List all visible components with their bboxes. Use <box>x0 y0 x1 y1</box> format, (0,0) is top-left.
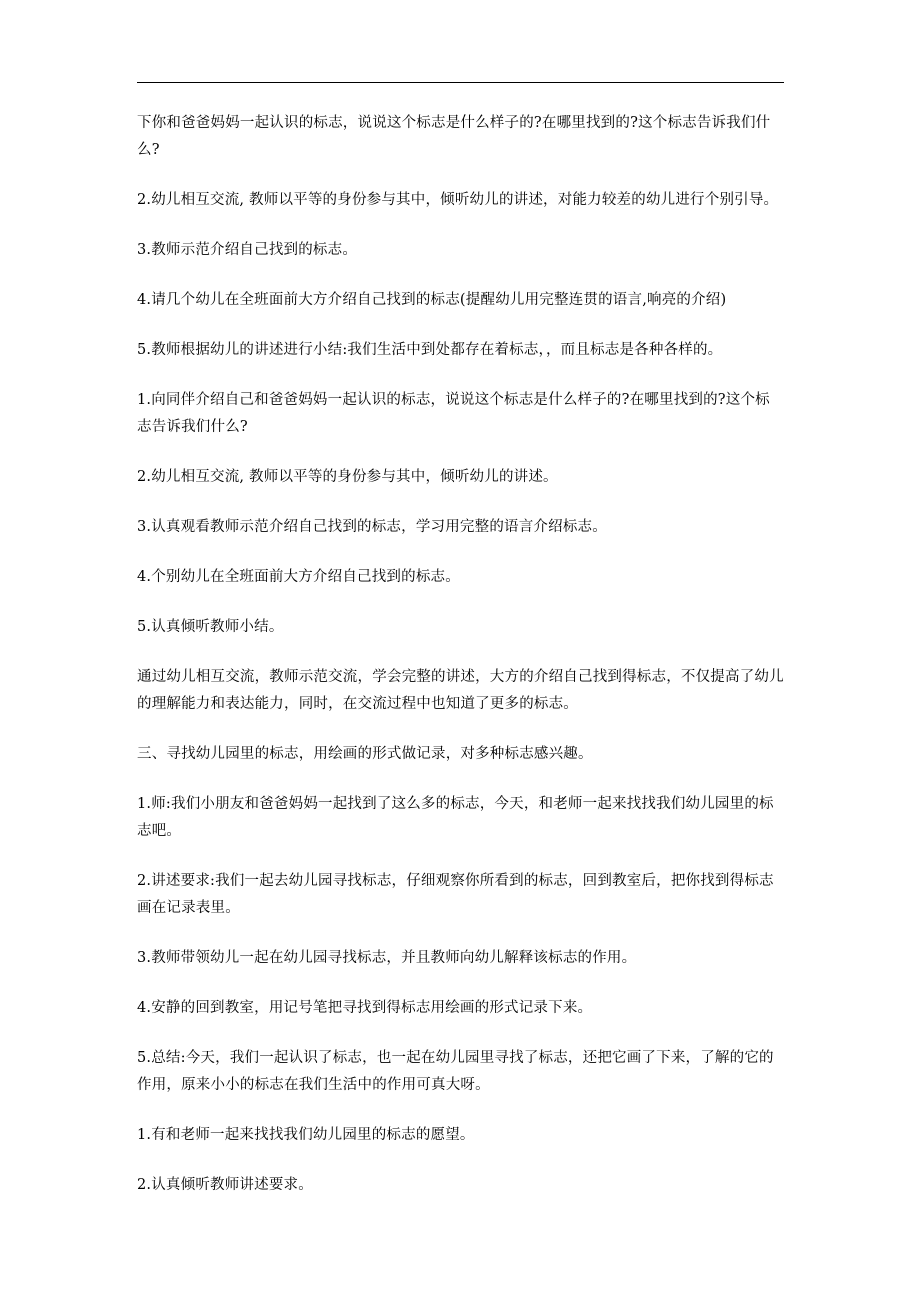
document-body <box>137 110 784 1199</box>
paragraph: 1.师:我们小朋友和爸爸妈妈一起找到了这么多的标志，今天，和老师一起来找找我们幼儿园里的标志吧。 <box>137 796 774 839</box>
paragraph: 5.认真倾听教师小结。 <box>137 619 284 635</box>
paragraph: 通过幼儿相互交流，教师示范交流，学会完整的讲述，大方的介绍自己找到得标志，不仅提高了幼儿的理解能力和表达能力，同时，在交流过程中也知道了更多的标志。 <box>137 669 784 712</box>
paragraph: 3.教师示范介绍自己找到的标志。 <box>137 242 358 258</box>
paragraph: 4.个别幼儿在全班面前大方介绍自己找到的标志。 <box>137 569 460 585</box>
paragraph: 1.有和老师一起来找找我们幼儿园里的标志的愿望。 <box>137 1127 475 1143</box>
paragraph: 2.幼儿相互交流, 教师以平等的身份参与其中，倾听幼儿的讲述，对能力较差的幼儿进行个别引导。 <box>137 192 779 208</box>
paragraph: 4.安静的回到教室，用记号笔把寻找到得标志用绘画的形式记录下来。 <box>137 1000 593 1016</box>
paragraph: 2.讲述要求:我们一起去幼儿园寻找标志，仔细观察你所看到的标志，回到教室后，把你找到得标志画在记录表里。 <box>137 873 774 916</box>
paragraph: 下你和爸爸妈妈一起认识的标志，说说这个标志是什么样子的?在哪里找到的?这个标志告诉我们什么? <box>137 115 771 158</box>
paragraph: 3.教师带领幼儿一起在幼儿园寻找标志，并且教师向幼儿解释该标志的作用。 <box>137 950 637 966</box>
paragraph: 5.教师根据幼儿的讲述进行小结:我们生活中到处都存在着标志，，而且标志是各种各样的。 <box>137 342 723 358</box>
paragraph: 1.向同伴介绍自己和爸爸妈妈一起认识的标志，说说这个标志是什么样子的?在哪里找到的?这个标志告诉我们什么? <box>137 392 770 435</box>
paragraph: 4.请几个幼儿在全班面前大方介绍自己找到的标志(提醒幼儿用完整连贯的语言,响亮的介绍) <box>137 292 727 308</box>
section-heading: 三、寻找幼儿园里的标志，用绘画的形式做记录，对多种标志感兴趣。 <box>137 746 593 762</box>
paragraph: 3.认真观看教师示范介绍自己找到的标志，学习用完整的语言介绍标志。 <box>137 519 607 535</box>
header-rule <box>137 82 784 83</box>
paragraph: 2.认真倾听教师讲述要求。 <box>137 1177 313 1193</box>
paragraph: 2.幼儿相互交流, 教师以平等的身份参与其中，倾听幼儿的讲述。 <box>137 469 558 485</box>
paragraph: 5.总结:今天，我们一起认识了标志，也一起在幼儿园里寻找了标志，还把它画了下来，了解的它的作用，原来小小的标志在我们生活中的作用可真大呀。 <box>137 1050 774 1093</box>
